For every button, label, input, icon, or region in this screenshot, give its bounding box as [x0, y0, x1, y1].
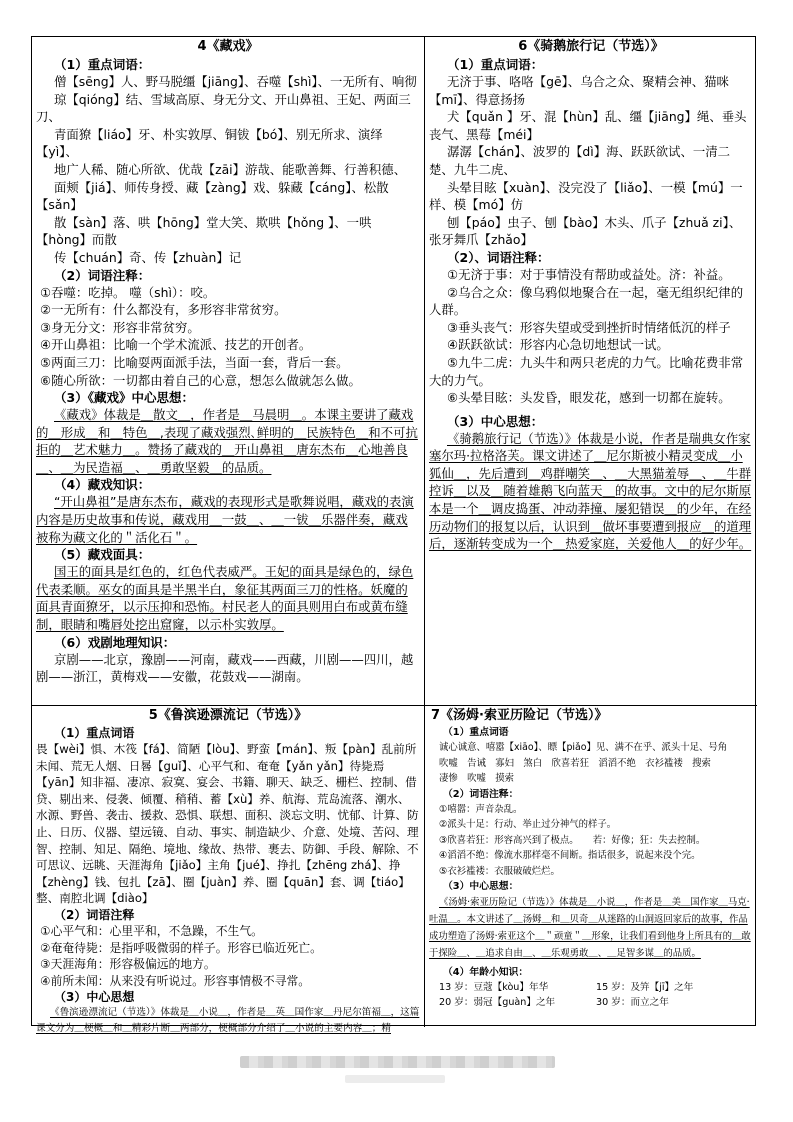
- note-line: ⑤两面三刀：比喻耍两面派手法，当面一套，背后一套。: [40, 354, 349, 370]
- note-line: ⑤衣衫褴褛：衣服破破烂烂。: [439, 865, 560, 877]
- word-line: 僧【sēng】人、野马脱缰【jiāng】、吞噬【shì】、一无所有、响彻: [54, 74, 417, 89]
- word-paragraph: 畏【wèi】惧、木筏【fá】、简陋【lòu】、野蛮【mán】、叛【pàn】乱前所未闻、荒无人烟、日晷【guǐ】、心平气和、奄奄【yǎn yǎn】待毙焉【yān】知非福、凄凉、寂寞、宴会、书籍、聊天、缺乏、栅栏、控制、借贷、剔出来、侵袭、倾覆、稍稍、蓄【xù】养、航海、荒岛流落、潮水、水源、野兽、袭击、援救、恐惧、联想、面积、淡忘文明、忧郁、计算、防止、日历、仪器、望远镜、自动、事实、制造缺少、介意、处境、苦闷、理智、控制、知足、隔绝、境地、缘故、热带、裹去、防御、手段、解除、不可思议、远眺、天涯海角【jiǎo】主角【jué】、挣扎【zhēng zhá】、挣【zhèng】钱、包扎【zā】、圈【juàn】养、圈【quān】套、调【tiáo】整、南腔北调【diào】: [36, 742, 419, 906]
- note-line: ①心平气和：心里平和，不急躁，不生气。: [40, 923, 263, 938]
- word-line: 潺潺【chán】、波罗的【dì】海、跃跃欲试、一清二楚、九牛二虎、: [429, 144, 731, 177]
- note-line: ⑥随心所欲：一切都由着自己的心意，想怎么做就怎么做。: [40, 372, 361, 388]
- center-idea-text: 《汤姆·索亚历险记（节选）》体裁是＿小说＿，作者是＿美＿国作家＿马克·吐温＿。本文讲述了＿汤姆＿和＿贝奇＿从迷路的山洞返回家后的故事，作品成功塑造了汤姆·索亚这个＿＂顽童＂＿形象，让我们看到他身上所具有的＿敢于探险＿、＿追求自由＿、＿乐观勇敢＿、＿足智多谋＿的品质。: [429, 897, 751, 959]
- blurred-watermark: [240, 1056, 555, 1068]
- note-line: ②奄奄待毙：是指呼吸微弱的样子。形容已临近死亡。: [40, 940, 322, 955]
- note-line: ④前所未闻：从来没有听说过。形容事情极不寻常。: [40, 973, 311, 988]
- heading-notes: （2）词语注释：: [443, 788, 519, 800]
- note-line: ④跃跃欲试：形容内心急切地想试一试。: [447, 337, 669, 353]
- heading-notes: （2）词语注释: [54, 907, 135, 922]
- note-line: ④开山鼻祖：比喻一个学术流派、技艺的开创者。: [40, 337, 312, 353]
- word-line: 散【sàn】落、哄【hōng】堂大笑、欺哄【hǒng 】、一哄【hòng】而散: [36, 214, 372, 248]
- note-line: ④滔滔不绝：像流水那样毫不间断。指话很多，说起来没个完。: [439, 850, 701, 861]
- note-line: ①无济于事：对于事情没有帮助或益处。济：补益。: [447, 266, 731, 282]
- note-line: ③天涯海角：形容极偏远的地方。: [40, 957, 216, 972]
- note-line: ⑤九牛二虎：九头牛和两只老虎的力气。比喻花费非常大的力气。: [429, 354, 744, 388]
- center-idea-text: 《骑鹅旅行记（节选）》体裁是小说，作者是瑞典女作家塞尔玛·拉格洛芙。课文讲述了＿尼尔斯被小精灵变成＿小狐仙＿，先后遭到＿鸡群嘲笑＿、＿大黑猫羞辱＿、＿牛群控诉＿以及＿随着雄鹅飞向蓝天＿的故事。文中的尼尔斯原本是一个＿调皮捣蛋、冲动莽撞、屡犯错误＿的少年，在经历动物们的报复以后，认识到＿做坏事要遭到报应＿的道理后，逐渐转变成为一个＿热爱家庭，关爱他人＿的好少年。: [429, 430, 752, 552]
- heading-notes: （2）、词语注释：: [447, 249, 550, 265]
- age-item: 15 岁：及笄【jī】之年: [596, 982, 694, 993]
- note-line: ③身无分文：形容非常贫穷。: [40, 319, 200, 335]
- section-title: 7《汤姆·索亚历险记（节选）》: [431, 708, 608, 723]
- age-item: 20 岁：弱冠【guàn】之年: [439, 997, 556, 1008]
- knowledge-text: “开山鼻祖”是唐东杰布，藏戏的表现形式是歌舞说唱，藏戏的表演内容是历史故事和传说，藏戏用＿一鼓＿、＿一钹＿乐器伴奏，藏戏被称为藏文化的＂活化石＂。: [36, 494, 414, 545]
- word-line: 传【chuán】奇、传【zhuàn】记: [54, 249, 242, 265]
- note-line: ③垂头丧气：形容失望或受到挫折时情绪低沉的样子: [447, 319, 731, 335]
- word-line: 刨【páo】虫子、刨【bào】木头、爪子【zhuǎ zi】、张牙舞爪【zhǎo】: [429, 214, 742, 248]
- heading-knowledge: （4）藏戏知识：: [54, 477, 151, 493]
- word-line: 凄惨 吹嘘 摸索: [439, 773, 515, 784]
- word-line: 琼【qióng】结、雪域高原、身无分文、开山鼻祖、王妃、两面三刀、: [36, 91, 411, 125]
- heading-notes: （2）词语注释：: [54, 267, 151, 283]
- section-title: 4《藏戏》: [197, 39, 259, 54]
- note-line: ②派头十足：行动、举止过分神气的样子。: [439, 819, 617, 830]
- heading-key-words: （1）重点词语：: [54, 57, 151, 72]
- geography-text: 京剧——北京，豫剧——河南，藏戏——西藏，川剧——四川，越剧——浙江，黄梅戏——安徽，花鼓戏——湖南。: [36, 651, 414, 685]
- word-line: 面颊【jiá】、师传身授、藏【zàng】戏、躲藏【cáng】、松散【sǎn】: [36, 179, 389, 213]
- center-idea-text: 《藏戏》体裁是＿散文＿，作者是＿马晨明＿。本课主要讲了藏戏的＿形成＿和＿特色＿,表现了藏戏强烈､鲜明的＿民族特色＿和不可抗拒的＿艺术魅力＿。赞扬了藏戏的＿开山鼻祖＿唐东杰布＿心地善良＿、＿为民造福＿、＿勇敢坚毅＿的品质。: [36, 407, 418, 475]
- word-line: 头晕目眩【xuàn】、没完没了【liǎo】、一模【mú】一样、模【mó】仿: [429, 179, 743, 213]
- heading-center-idea: （3）中心思想：: [443, 881, 519, 892]
- heading-geography: （6）戏剧地理知识：: [54, 634, 176, 650]
- word-line: 吹嘘 告诫 寡妇 煞白 欣喜若狂 滔滔不绝 衣衫褴褛 搜索: [439, 757, 711, 769]
- section-tangmu: [425, 706, 757, 1027]
- heading-center-idea: （3）中心思想: [54, 990, 135, 1005]
- heading-key-words: （1）重点词语: [54, 726, 135, 740]
- center-idea-text: 《鲁滨逊漂流记（节选）》体裁是＿小说＿，作者是＿英＿国作家＿丹尼尔笛福＿，这篇课文分为＿梗概＿和＿精彩片断＿两部分，梗概部分介绍了＿小说的主要内容＿；精: [36, 1007, 420, 1035]
- word-line: 犬【quǎn 】牙、混【hùn】乱、缰【jiāng】绳、垂头丧气、黑莓【méi】: [429, 109, 747, 142]
- heading-key-words: （1）重点词语: [443, 727, 509, 738]
- word-line: 地广人稀、随心所欲、优哉【zāi】游哉、能歌善舞、行善积德、: [54, 161, 407, 177]
- section-zangxi: [32, 37, 425, 706]
- word-line: 青面獠【liáo】牙、朴实敦厚、铜钹【bó】、别无所求、演绎【yì】、: [36, 126, 383, 160]
- heading-age-knowledge: （4）年龄小知识：: [443, 967, 529, 978]
- masks-text: 国王的面具是红色的，红色代表威严。王妃的面具是绿色的，绿色代表柔顺。巫女的面具是半黑半白，象征其两面三刀的性格。妖魔的面具青面獠牙，以示压抑和恐怖。村民老人的面具则用白布或黄布缝制，眼睛和嘴唇处挖出窟窿，以示朴实敦厚。: [36, 564, 414, 633]
- word-line: 无济于事、咯咯【gē】、乌合之众、聚精会神、猫咪【mī】、得意扬扬: [429, 74, 729, 107]
- study-sheet-grid: [31, 36, 756, 1035]
- section-title: 5《鲁滨逊漂流记（节选）》: [148, 708, 308, 723]
- age-row: [429, 995, 753, 1010]
- heading-center-idea: （3）中心思想：: [447, 413, 544, 429]
- note-line: ③欣喜若狂：形容高兴到了极点。 若：好像；狂：失去控制。: [439, 834, 706, 846]
- heading-key-words: （1）重点词语：: [447, 57, 544, 72]
- age-item: 13 岁：豆蔻【kòu】年华: [439, 982, 549, 993]
- section-lubinxun: [32, 706, 425, 1035]
- word-line: 诚心诚意、嘻嚣【xiāo】、瞟【piǎo】见、满不在乎、派头十足、号角: [439, 742, 728, 753]
- heading-center-idea: （3）《藏戏》中心思想：: [54, 390, 194, 406]
- heading-masks: （5）藏戏面具：: [54, 547, 151, 563]
- blurred-watermark: [345, 1075, 445, 1083]
- age-row: [429, 980, 753, 995]
- note-line: ①吞噬：吃掉。 噬（shì）：咬。: [40, 284, 216, 300]
- section-qieluxingji: [425, 37, 757, 706]
- note-line: ⑥头晕目眩：头发昏，眼发花，感到一切都在旋转。: [447, 390, 731, 406]
- note-line: ①嘻嚣：声音杂乱。: [439, 803, 523, 815]
- note-line: ②乌合之众：像乌鸦似地聚合在一起，毫无组织纪律的人群。: [429, 284, 744, 318]
- note-line: ②一无所有：什么都没有，多形容非常贫穷。: [40, 302, 287, 318]
- section-title: 6《骑鹅旅行记（节选）》: [518, 39, 664, 54]
- age-item: 30 岁：而立之年: [596, 997, 669, 1008]
